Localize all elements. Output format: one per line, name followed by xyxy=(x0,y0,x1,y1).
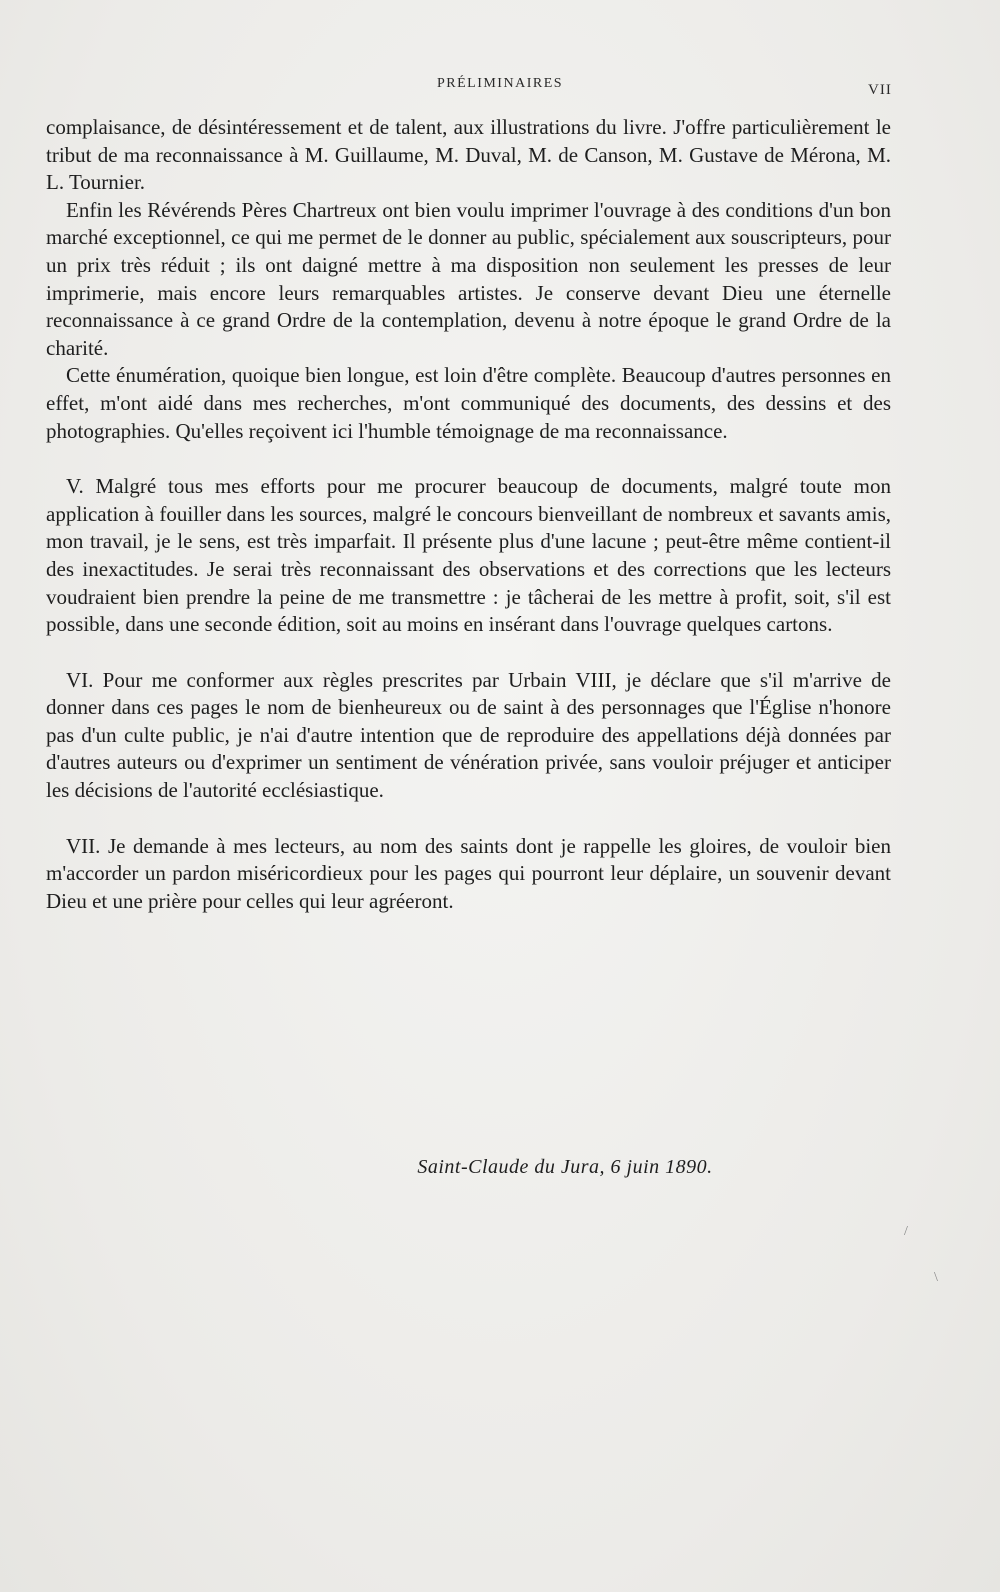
paragraph-enumeration: Cette énumération, quoique bien longue, est loin d'être complète. Beaucoup d'autres personnes en effet, m'ont aidé dans mes recherches, m'ont communiqué des documents, des dessins et des photographies. Qu'elles reçoivent ici l'humble témoignage de ma reconnaissance. xyxy=(46,363,891,443)
stray-mark: \ xyxy=(934,1270,938,1285)
paragraph-chartreux: Enfin les Révérends Pères Chartreux ont bien voulu imprimer l'ouvrage à des conditions d'un bon marché exceptionnel, ce qui me permet de le donner au public, spécialement aux souscripteurs, pour un prix très réduit ; ils ont daigné mettre à ma disposition non seulement les presses de leur imprimerie, mais encore leurs remarquables artistes. Je conserve devant Dieu une éternelle reconnaissance à ce grand Ordre de la contemplation, devenu à notre époque le grand Ordre de la charité. xyxy=(46,197,891,360)
stray-mark: / xyxy=(904,1224,908,1239)
body-text xyxy=(46,114,891,915)
paragraph-acknowledgement-continued: complaisance, de désintéressement et de talent, aux illustrations du livre. J'offre particulièrement le tribut de ma reconnaissance à M. Guillaume, M. Duval, M. de Canson, M. Gustave de Mérona, M. L. Tournier. xyxy=(46,115,891,195)
section-vi: VI. Pour me conformer aux règles prescrites par Urbain VIII, je déclare que s'il m'arrive de donner dans ces pages le nom de bienheureux ou de saint à des personnages que l'Église n'honore pas d'un culte public, je n'ai d'autre intention que de reproduire des appellations déjà données par d'autres auteurs ou d'exprimer un sentiment de vénération privée, sans vouloir préjuger et anticiper les décisions de l'autorité ecclésiastique. xyxy=(46,667,891,803)
running-head: PRÉLIMINAIRES xyxy=(436,76,564,91)
section-v: V. Malgré tous mes efforts pour me procurer beaucoup de documents, malgré toute mon application à fouiller dans les sources, malgré le concours bienveillant de nombreux et savants amis, mon travail, je le sens, est très imparfait. Il présente plus d'une lacune ; peut-être même contient-il des inexactitudes. Je serai très reconnaissant des observations et des corrections que les lecteurs voudraient bien prendre la peine de me transmettre : je tâcherai de les mettre à profit, soit, s'il est possible, dans une seconde édition, soit au moins en insérant dans l'ouvrage quelques cartons. xyxy=(46,474,891,637)
section-vii: VII. Je demande à mes lecteurs, au nom des saints dont je rappelle les gloires, de vouloir bien m'accorder un pardon miséricordieux pour les pages qui pourront leur déplaire, un souvenir devant Dieu et une prière pour celles qui leur agréeront. xyxy=(46,833,891,913)
signature-date: Saint-Claude du Jura, 6 juin 1890. xyxy=(417,1156,713,1178)
page-number: VII xyxy=(868,82,892,98)
